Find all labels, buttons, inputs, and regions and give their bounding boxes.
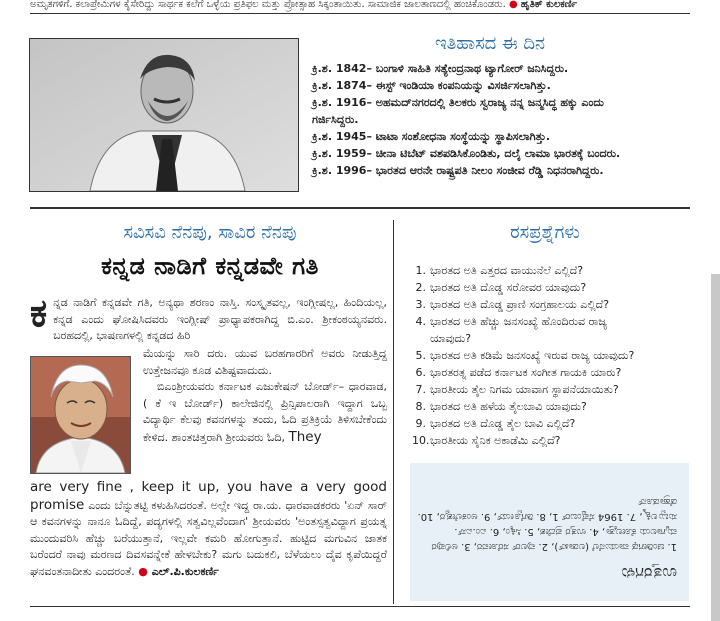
section-divider bbox=[30, 207, 690, 209]
answers-upside-down bbox=[410, 463, 689, 601]
article-paragraph-2-cont bbox=[30, 479, 387, 580]
quote-english-1: They bbox=[288, 428, 322, 445]
history-section-title: ಇತಿಹಾಸದ ಈ ದಿನ bbox=[435, 33, 545, 54]
quiz-question bbox=[412, 262, 692, 279]
quiz-number: 8. bbox=[415, 400, 426, 413]
quiz-list bbox=[412, 262, 692, 449]
quiz-number: 4. bbox=[415, 315, 426, 328]
quiz-text: ಭಾರತದ ಅತಿ ಎತ್ತರದ ವಾಯುನೆಲೆ ಎಲ್ಲಿದೆ? bbox=[430, 264, 584, 277]
previous-article-strip bbox=[30, 0, 690, 14]
quiz-question bbox=[412, 364, 692, 381]
answers-text: 1. ಚಂಡೀಗಢ ವಾಯುನೆಲೆ (ಲಡಾಖ್), 2. ವುಲರ್ ಸರೋವರ, 3. ಅಲಿಪುರ ಮೃಗಾಲಯ ಕೋಲ್ಕತ್ತಾ, 4. ಉತ್ತರ ಪ್ರದೇಶ, 5. ಸಿಕ್ಕಿಂ, 6. ಎಂ.ಎಸ್. ಸುಬ್ಬುಲಕ್ಷ್ಮಿ, 7. 1964 ಸೆಪ್ಟೆಂಬರ್ 1, 8. ಡಿಗ್ಬೋಯ್, 9. ಅಂಕಲೇಶ್ವರ, 10. ಡೆಹ್ರಾಡೂನ್ bbox=[417, 496, 677, 552]
red-bullet-icon: ● bbox=[138, 564, 148, 578]
answers-title: ಉತ್ತರಗಳು bbox=[621, 564, 677, 583]
page-scrollbar[interactable] bbox=[711, 274, 720, 621]
memory-section-title: ಸವಿಸವಿ ನೆನಪು, ಸಾವಿರ ನೆನಪು bbox=[123, 222, 297, 243]
quiz-text: ಭಾರತದ ಅತಿ ದೊಡ್ಡ ತೈಲ ಬಾವಿ ಎಲ್ಲಿದೆ? bbox=[430, 417, 576, 430]
history-list bbox=[312, 60, 692, 179]
history-item: ಕ್ರಿ.ಶ. 1916– ಅಹಮದ್‌ನಗರದಲ್ಲಿ ತಿಲಕರು ಸ್ವರಾಜ್ಯ ನನ್ನ ಜನ್ಮಸಿದ್ಧ ಹಕ್ಕು ಎಂದು bbox=[312, 96, 604, 109]
quiz-text: ಭಾರತದ ಅತಿ ದೊಡ್ಡ ಪ್ರಾಣಿ ಸಂಗ್ರಹಾಲಯ ಎಲ್ಲಿದೆ? bbox=[430, 298, 610, 311]
quote-english-2: are very fine , keep it up, you have a very good promise bbox=[30, 479, 387, 513]
quiz-question bbox=[412, 279, 692, 296]
article-paragraph-2-text: ಬಿಎಂಶ್ರೀಯವರು ಕರ್ನಾಟಕ ಎಜುಕೇಷನ್ ಬೋರ್ಡ್– ಧಾರವಾಡ,( ಕೆ ಇ ಬೋರ್ಡ್) ಕಾಲೇಜಿನಲ್ಲಿ ಪ್ರಿನ್ಸಿಪಾಲರಾಗಿ ಇದ್ದಾಗ ಒಬ್ಬ ವಿದ್ಯಾರ್ಥಿ ಕೆಲವು ಕವನಗಳನ್ನು ತಂದು, ಓದಿ ಪ್ರತಿಕ್ರಿಯೆ ತಿಳಿಸಬೇಕೆಂದು ಕೇಳಿದ. ಶಾಂತಚಿತ್ತರಾಗಿ ಶ್ರೀಯವರು ಓದಿ, bbox=[143, 380, 387, 444]
top-divider bbox=[30, 13, 690, 14]
quiz-number: 5. bbox=[415, 349, 426, 362]
quiz-text: ಭಾರತೀಯ ತೈಲ ನಿಗಮ ಯಾವಾಗ ಸ್ಥಾಪನೆಯಾಯಿತು? bbox=[430, 383, 619, 396]
portrait-illustration bbox=[30, 39, 298, 191]
bmshri-portrait-photo bbox=[30, 356, 131, 474]
quiz-number: 1. bbox=[415, 264, 426, 277]
quiz-section-title: ರಸಪ್ರಶ್ನೆಗಳು bbox=[510, 222, 580, 243]
article-body bbox=[30, 290, 387, 345]
quiz-question bbox=[412, 415, 692, 432]
quiz-number: 9. bbox=[415, 417, 426, 430]
history-item: ಗರ್ಜಿಸಿದ್ದರು. bbox=[312, 113, 359, 126]
quiz-question bbox=[412, 296, 692, 313]
quiz-text: ಭಾರತದ ಅತಿ ದೊಡ್ಡ ಸರೋವರ ಯಾವುದು? bbox=[430, 281, 587, 294]
quiz-text: ಭಾರತದ ಅತಿ ಹಳೆಯ ತೈಲಬಾವಿ ಯಾವುದು? bbox=[430, 400, 587, 413]
red-bullet-icon: ● bbox=[508, 0, 518, 10]
column-divider bbox=[393, 220, 394, 604]
previous-article-author: ಹೃತಿಕ್ ಕುಲಕರ್ಣಿ bbox=[520, 0, 578, 10]
article-side-text bbox=[143, 346, 387, 446]
history-item: ಕ್ರಿ.ಶ. 1945– ಟಾಟಾ ಸಂಶೋಧನಾ ಸಂಸ್ಥೆಯನ್ನು ಸ್ಥಾಪಿಸಲಾಗಿತ್ತು. bbox=[312, 130, 551, 143]
quiz-number: 3. bbox=[415, 298, 426, 311]
article-paragraph-1 bbox=[30, 290, 387, 345]
quiz-number: 10. bbox=[412, 434, 430, 447]
answers-box bbox=[410, 463, 689, 601]
quiz-number: 7. bbox=[415, 383, 426, 396]
article-author bbox=[138, 565, 219, 578]
article-bottom-text bbox=[30, 479, 387, 580]
history-item: ಕ್ರಿ.ಶ. 1996– ಭಾರತದ ಆರನೇ ರಾಷ್ಟ್ರಪತಿ ನೀಲಂ ಸಂಜೀವ ರೆಡ್ಡಿ ನಿಧನರಾಗಿದ್ದರು. bbox=[312, 164, 604, 177]
portrait-illustration bbox=[31, 357, 130, 473]
article-paragraph-1-cont: ಮೆಯನ್ನು ಸಾರಿ ದರು. ಯುವ ಬರಹಗಾರರಿಗೆ ಅವರು ನೀಡುತ್ತಿದ್ದ ಉತ್ತೇಜನವೂ ಕೂಡ ವಿಶಿಷ್ಟವಾದುದು. bbox=[143, 347, 387, 377]
history-item: ಕ್ರಿ.ಶ. 1959– ಚೀನಾ ಟಿಬೆಟ್ ವಶಪಡಿಸಿಕೊಂಡಿತು, ದಲೈ ಲಾಮಾ ಭಾರತಕ್ಕೆ ಬಂದರು. bbox=[312, 147, 621, 160]
drop-cap: ಕ bbox=[30, 290, 48, 335]
article-paragraph-1-text: ನ್ನಡ ನಾಡಿಗೆ ಕನ್ನಡವೇ ಗತಿ, ಅನ್ಯಥಾ ಶರಣಂ ನಾಸ್ತಿ. ಸಂಸ್ಕೃತವಲ್ಲ, ಇಂಗ್ಲೀಷಲ್ಲ, ಹಿಂದಿಯಲ್ಲ, ಕನ್ನಡ ಎಂದು ಘೋಷಿಸಿದವರು ಇಂಗ್ಲೀಷ್ ಪ್ರಾಧ್ಯಾಪಕರಾಗಿದ್ದ ಬಿ.ಎಂ. ಶ್ರೀಕಂಠಯ್ಯನವರು. ಬರಹದಲ್ಲಿ, ಭಾಷಣಗಳಲ್ಲಿ ಕನ್ನಡದ ಹಿರಿ bbox=[53, 296, 387, 342]
quiz-text: ಭಾರತರತ್ನ ಪಡೆದ ಕರ್ನಾಟಕ ಸಂಗೀತ ಗಾಯಕಿ ಯಾರು? bbox=[430, 366, 622, 379]
quiz-question bbox=[412, 398, 692, 415]
quiz-number: 2. bbox=[415, 281, 426, 294]
history-item: ಕ್ರಿ.ಶ. 1874– ಈಸ್ಟ್ ಇಂಡಿಯಾ ಕಂಪನಿಯನ್ನು ವಿಸರ್ಜಿಸಲಾಗಿತ್ತು. bbox=[312, 79, 551, 92]
article-paragraph-2 bbox=[143, 379, 387, 446]
previous-article-text: ಅಮೃತಗಳಿಗೆ. ಕಲಾಪ್ರೇಮಿಗಳ ಕೈಸೇರಿದ್ದು ಸಾರ್ಥಕ ಕಲೆಗೆ ಒಳ್ಳೆಯ ಪ್ರತಿಫಲ ಮತ್ತು ಪ್ರೋತ್ಸಾಹ ಸಿಕ್ಕಂತಾಯಿತು. ಸಾಮಾಜಿಕ ಜಾಲತಾಣದಲ್ಲಿ ಹಂಚಿಕೊಂಡರು. bbox=[30, 0, 506, 10]
history-item: ಕ್ರಿ.ಶ. 1842– ಬಂಗಾಳಿ ಸಾಹಿತಿ ಸತ್ಯೇಂದ್ರನಾಥ ಟ್ಯಾಗೋರ್ ಜನಿಸಿದ್ದರು. bbox=[312, 62, 569, 75]
article-author-name: ಎಲ್.ಪಿ.ಕುಲಕರ್ಣಿ bbox=[151, 564, 219, 578]
quiz-question bbox=[412, 381, 692, 398]
quiz-question bbox=[412, 347, 692, 364]
article-headline: ಕನ್ನಡ ನಾಡಿಗೆ ಕನ್ನಡವೇ ಗತಿ bbox=[101, 251, 319, 280]
quiz-text: ಭಾರತೀಯ ಸೈನಿಕ ಅಕಾಡೆಮಿ ಎಲ್ಲಿದೆ? bbox=[430, 434, 561, 447]
quiz-text-continued: ಯಾವುದು? bbox=[430, 332, 472, 345]
article-paragraph-2-rest: ಎಂದು ಬೆನ್ನುತಟ್ಟಿ ಕಳುಹಿಸಿದರಂತೆ. ಅಲ್ಲೇ ಇದ್ದ ರಾ.ಯ. ಧಾರವಾಡಕರರು 'ಏನ್ ಸಾರ್ ಆ ಕವನಗಳನ್ನು ನಾನೂ ಓದಿದ್ದೆ, ಪದ್ಯಗಳಲ್ಲಿ ಸತ್ವವಿಲ್ಲವೆಂದಾಗ' ಶ್ರೀಯವರು 'ಅಂತಸ್ಸತ್ವವಿದ್ದಾಗ ಪ್ರಯತ್ನ ಮುಂದುವರಿಸಿ ಹೆಚ್ಚು ಬರೆಯುತ್ತಾನೆ, ಇಲ್ಲವೇ ಕಮರಿ ಹೋಗುತ್ತಾನೆ. ಹುಟ್ಟಿದ ಮಗುವಿನ ಜಾತಕ ಬರೆಂದರೆ ನಾವು ಮರಣದ ದಿವಸವನ್ನೇಕೆ ಹೇಳಬೇಕು? ಮಗು ಬದುಕಲಿ, ಬೆಳೆಯಲು ದೈವ ಕೃಪೆಯಿದ್ದರೆ ಘನವಂತನಾದೀತು ಎಂದರಂತೆ. bbox=[30, 498, 387, 578]
tagore-portrait-photo bbox=[29, 38, 299, 192]
quiz-question bbox=[412, 313, 692, 347]
quiz-number: 6. bbox=[415, 366, 426, 379]
quiz-text: ಭಾರತದ ಅತಿ ಕಡಿಮೆ ಜನಸಂಖ್ಯೆ ಇರುವ ರಾಜ್ಯ ಯಾವುದು? bbox=[430, 349, 635, 362]
bottom-divider bbox=[30, 606, 690, 607]
quiz-text: ಭಾರತದ ಅತಿ ಹೆಚ್ಚು ಜನಸಂಖ್ಯೆ ಹೊಂದಿರುವ ರಾಜ್ಯ bbox=[430, 315, 608, 328]
quiz-question bbox=[412, 432, 692, 449]
